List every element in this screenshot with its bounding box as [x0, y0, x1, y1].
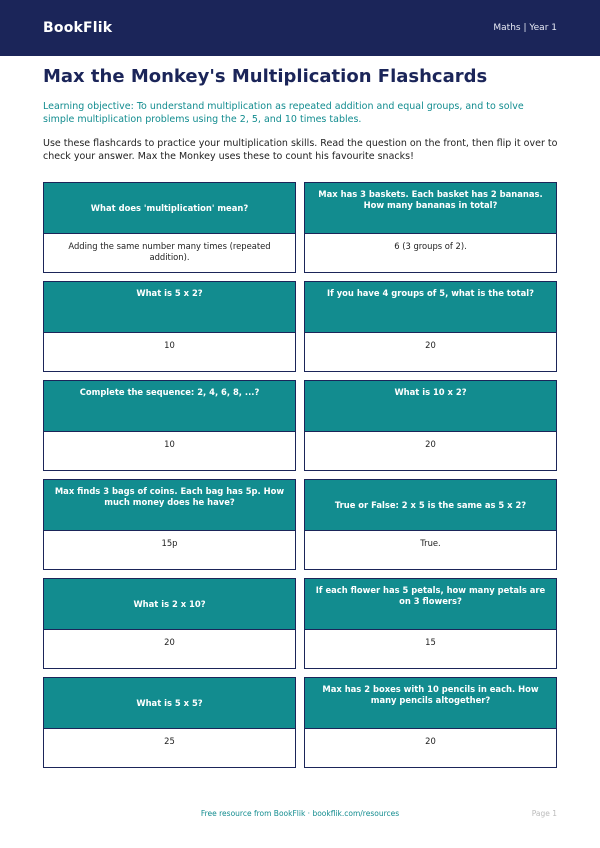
top-header-bar: [0, 0, 600, 56]
flashcard-question: What is 5 x 5?: [44, 678, 295, 728]
flashcard-answer: 15: [305, 629, 556, 668]
flashcard-answer: True.: [305, 530, 556, 569]
flashcard-question: Max has 2 boxes with 10 pencils in each. How many pencils altogether?: [305, 678, 556, 728]
flashcard-question: Max finds 3 bags of coins. Each bag has 5p. How much money does he have?: [44, 480, 295, 530]
flashcard-question: Complete the sequence: 2, 4, 6, 8, ...?: [44, 381, 295, 431]
flashcard-question: What is 10 x 2?: [305, 381, 556, 431]
flashcard-answer: 10: [44, 332, 295, 371]
intro-paragraph: Use these flashcards to practice your multiplication skills. Read the question on the front, then flip it over to check your answer. Max the Monkey uses these to count his favourite snacks!: [43, 138, 558, 162]
flashcard-question: What is 2 x 10?: [44, 579, 295, 629]
page-footer: [0, 807, 600, 821]
flashcard: [43, 380, 296, 471]
flashcard-answer: 25: [44, 728, 295, 767]
flashcard: [304, 677, 557, 768]
flashcard-answer: 20: [44, 629, 295, 668]
page-title: Max the Monkey's Multiplication Flashcards: [43, 66, 488, 87]
flashcard-question: What does 'multiplication' mean?: [44, 183, 295, 233]
flashcard-answer: 6 (3 groups of 2).: [305, 233, 556, 272]
flashcard-answer: 15p: [44, 530, 295, 569]
flashcard-question: If you have 4 groups of 5, what is the total?: [305, 282, 556, 332]
flashcard: [304, 479, 557, 570]
brand-logo[interactable]: BookFlik: [43, 20, 113, 36]
footer-resource-link[interactable]: Free resource from BookFlik · bookflik.com/resources: [200, 809, 400, 818]
flashcard-answer: Adding the same number many times (repeated addition).: [44, 233, 295, 272]
flashcard: [304, 380, 557, 471]
flashcard: [304, 578, 557, 669]
flashcard-answer: 20: [305, 728, 556, 767]
flashcard: [43, 281, 296, 372]
flashcard: [43, 578, 296, 669]
learning-objective: Learning objective: To understand multiplication as repeated addition and equal groups, and to solve simple multiplication problems using the 2, 5, and 10 times tables.: [43, 101, 524, 125]
flashcard-question: True or False: 2 x 5 is the same as 5 x 2?: [305, 480, 556, 530]
flashcard: [43, 479, 296, 570]
flashcard-answer: 20: [305, 431, 556, 470]
page-number: Page 1: [531, 809, 557, 818]
flashcard-question: Max has 3 baskets. Each basket has 2 bananas. How many bananas in total?: [305, 183, 556, 233]
subject-year-label: Maths | Year 1: [493, 23, 557, 33]
flashcard: [43, 677, 296, 768]
flashcard: [304, 182, 557, 273]
flashcard-question: What is 5 x 2?: [44, 282, 295, 332]
flashcard-grid: [43, 182, 557, 768]
flashcard-answer: 20: [305, 332, 556, 371]
flashcard-answer: 10: [44, 431, 295, 470]
flashcard: [43, 182, 296, 273]
flashcard-question: If each flower has 5 petals, how many petals are on 3 flowers?: [305, 579, 556, 629]
flashcard: [304, 281, 557, 372]
